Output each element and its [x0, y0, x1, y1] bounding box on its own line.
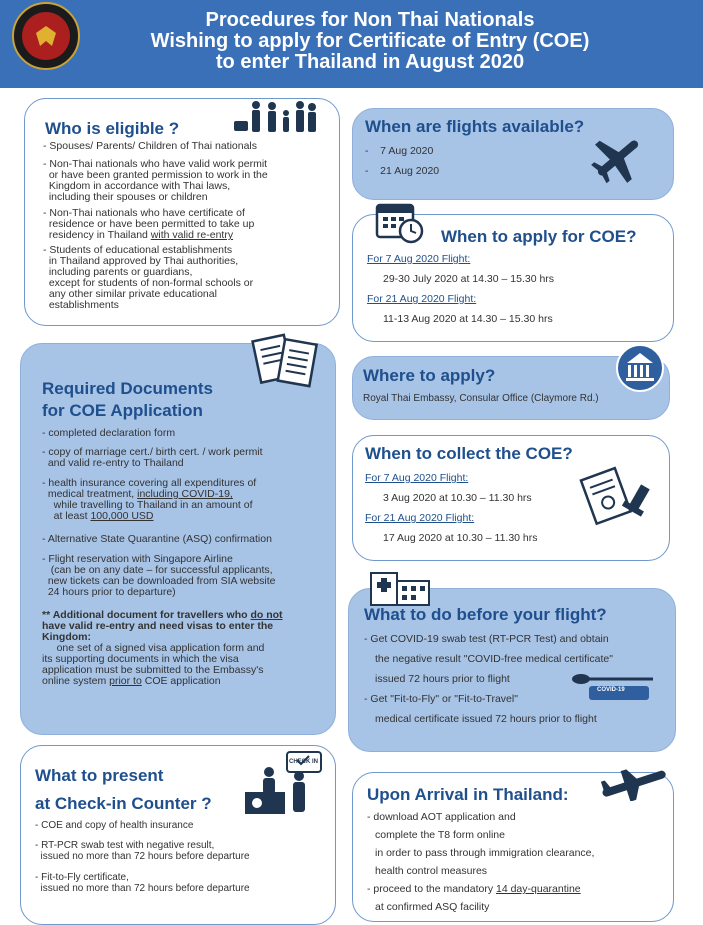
apply-flight2-label: For 21 Aug 2020 Flight: — [367, 293, 477, 305]
page-title: Procedures for Non Thai Nationals Wishing to apply for Certificate of Entry (COE) to enter Thailand in August 2020 — [150, 9, 590, 73]
before-flight-card — [348, 588, 676, 752]
landing-plane-icon — [597, 765, 675, 801]
where-text: Royal Thai Embassy, Consular Office (Claymore Rd.) — [363, 393, 599, 404]
arrival-line-2: complete the T8 form online — [375, 829, 505, 841]
eligible-item-1: - Spouses/ Parents/ Children of Thai nationals — [43, 140, 258, 152]
doc-item-insurance: - health insurance covering all expenditures of medical treatment, including COVID-19, while travelling to Thailand in an amount of at least 100,000 USD — [42, 477, 257, 522]
apply-flight2-time: 11-13 Aug 2020 at 14.30 – 15.30 hrs — [383, 313, 553, 325]
arrival-line-1: - download AOT application and — [367, 811, 516, 823]
apply-card — [352, 214, 674, 342]
garuda-icon — [36, 26, 56, 46]
checkin-sign-label: CHECK IN — [289, 759, 319, 765]
flight-date-1: - 7 Aug 2020 — [365, 145, 434, 157]
apply-flight1-label: For 7 Aug 2020 Flight: — [367, 253, 471, 265]
before-line-3: issued 72 hours prior to flight — [375, 673, 510, 685]
eligible-item-3: - Non-Thai nationals who have certificate of residence or have been permitted to take up residency in Thailand with valid re-entry — [43, 207, 255, 241]
present-item-2: - RT-PCR swab test with negative result, issued no more than 72 hours before departure — [35, 840, 250, 862]
collect-heading: When to collect the COE? — [365, 444, 573, 463]
flights-card — [352, 108, 674, 200]
collect-flight1-time: 3 Aug 2020 at 10.30 – 11.30 hrs — [383, 492, 532, 504]
before-line-1: - Get COVID-19 swab test (RT-PCR Test) and obtain — [364, 633, 609, 645]
where-card — [352, 356, 670, 420]
collect-flight2-label: For 21 Aug 2020 Flight: — [365, 512, 475, 524]
header-banner — [0, 0, 703, 88]
present-item-3: - Fit-to-Fly certificate, issued no more than 72 hours before departure — [35, 872, 250, 894]
flight-date-2: - 21 Aug 2020 — [365, 165, 440, 177]
documents-icon — [251, 330, 321, 392]
before-line-5: medical certificate issued 72 hours prior to flight — [375, 713, 597, 725]
eligible-item-4: - Students of educational establishments in Thailand approved by Thai authorities, including parents or guardians, except for students of non-formal schools or any other similar private educational establishments — [43, 244, 254, 311]
eligible-heading: Who is eligible ? — [45, 119, 180, 138]
before-line-4: - Get "Fit-to-Fly" or "Fit-to-Travel" — [364, 693, 518, 705]
present-item-1: - COE and copy of health insurance — [35, 820, 194, 831]
documents-card — [20, 343, 336, 735]
collect-flight2-time: 17 Aug 2020 at 10.30 – 11.30 hrs — [383, 532, 538, 544]
doc-item-flight: - Flight reservation with Singapore Airline (can be on any date – for successful applicants, new tickets can be downloaded from SIA website 24 hours prior to departure) — [42, 553, 276, 598]
before-line-2: the negative result "COVID-free medical certificate" — [375, 653, 613, 665]
collect-flight1-label: For 7 Aug 2020 Flight: — [365, 472, 469, 484]
arrival-line-4: health control measures — [375, 865, 488, 877]
before-heading: What to do before your flight? — [364, 605, 607, 624]
doc-item-asq: - Alternative State Quarantine (ASQ) confirmation — [42, 533, 272, 545]
family-travel-icon — [230, 99, 320, 135]
arrival-line-6: at confirmed ASQ facility — [375, 901, 490, 913]
checkin-heading: What to present at Check-in Counter ? — [35, 766, 212, 813]
arrival-line-3: in order to pass through immigration clearance, — [375, 847, 595, 859]
where-heading: Where to apply? — [363, 366, 496, 385]
doc-additional: ** Additional document for travellers who do not have valid re-entry and need visas to enter the Kingdom: one set of a signed visa application form and its supporting documents in which the visa application must be submitted to the Embassy's online system prior to COE application — [42, 609, 283, 687]
arrival-heading: Upon Arrival in Thailand: — [367, 785, 569, 804]
embassy-seal-logo — [12, 2, 80, 70]
eligible-card — [24, 98, 340, 326]
airplane-icon — [589, 129, 647, 187]
eligible-item-2: - Non-Thai nationals who have valid work permit or have been granted permission to work in the Kingdom in accordance with Thai laws, including their spouses or children — [43, 158, 268, 203]
arrival-card — [352, 772, 674, 922]
apply-heading: When to apply for COE? — [441, 227, 637, 246]
flights-heading: When are flights available? — [365, 117, 585, 136]
documents-heading: Required Documents for COE Application — [42, 379, 213, 420]
hospital-icon — [369, 567, 433, 607]
collect-card — [352, 435, 670, 561]
apply-flight1-time: 29-30 July 2020 at 14.30 – 15.30 hrs — [383, 273, 555, 285]
doc-item-certificates: - copy of marriage cert./ birth cert. / work permit and valid re-entry to Thailand — [42, 446, 263, 469]
swab-tube-label: COVID-19 — [597, 687, 625, 693]
arrival-line-5: - proceed to the mandatory 14 day-quarantine — [367, 883, 581, 895]
checkin-card — [20, 745, 336, 925]
certificate-stamp-icon — [579, 464, 659, 534]
calendar-clock-icon — [375, 199, 425, 245]
doc-item-declaration: - completed declaration form — [42, 427, 176, 439]
embassy-building-icon — [615, 343, 665, 393]
